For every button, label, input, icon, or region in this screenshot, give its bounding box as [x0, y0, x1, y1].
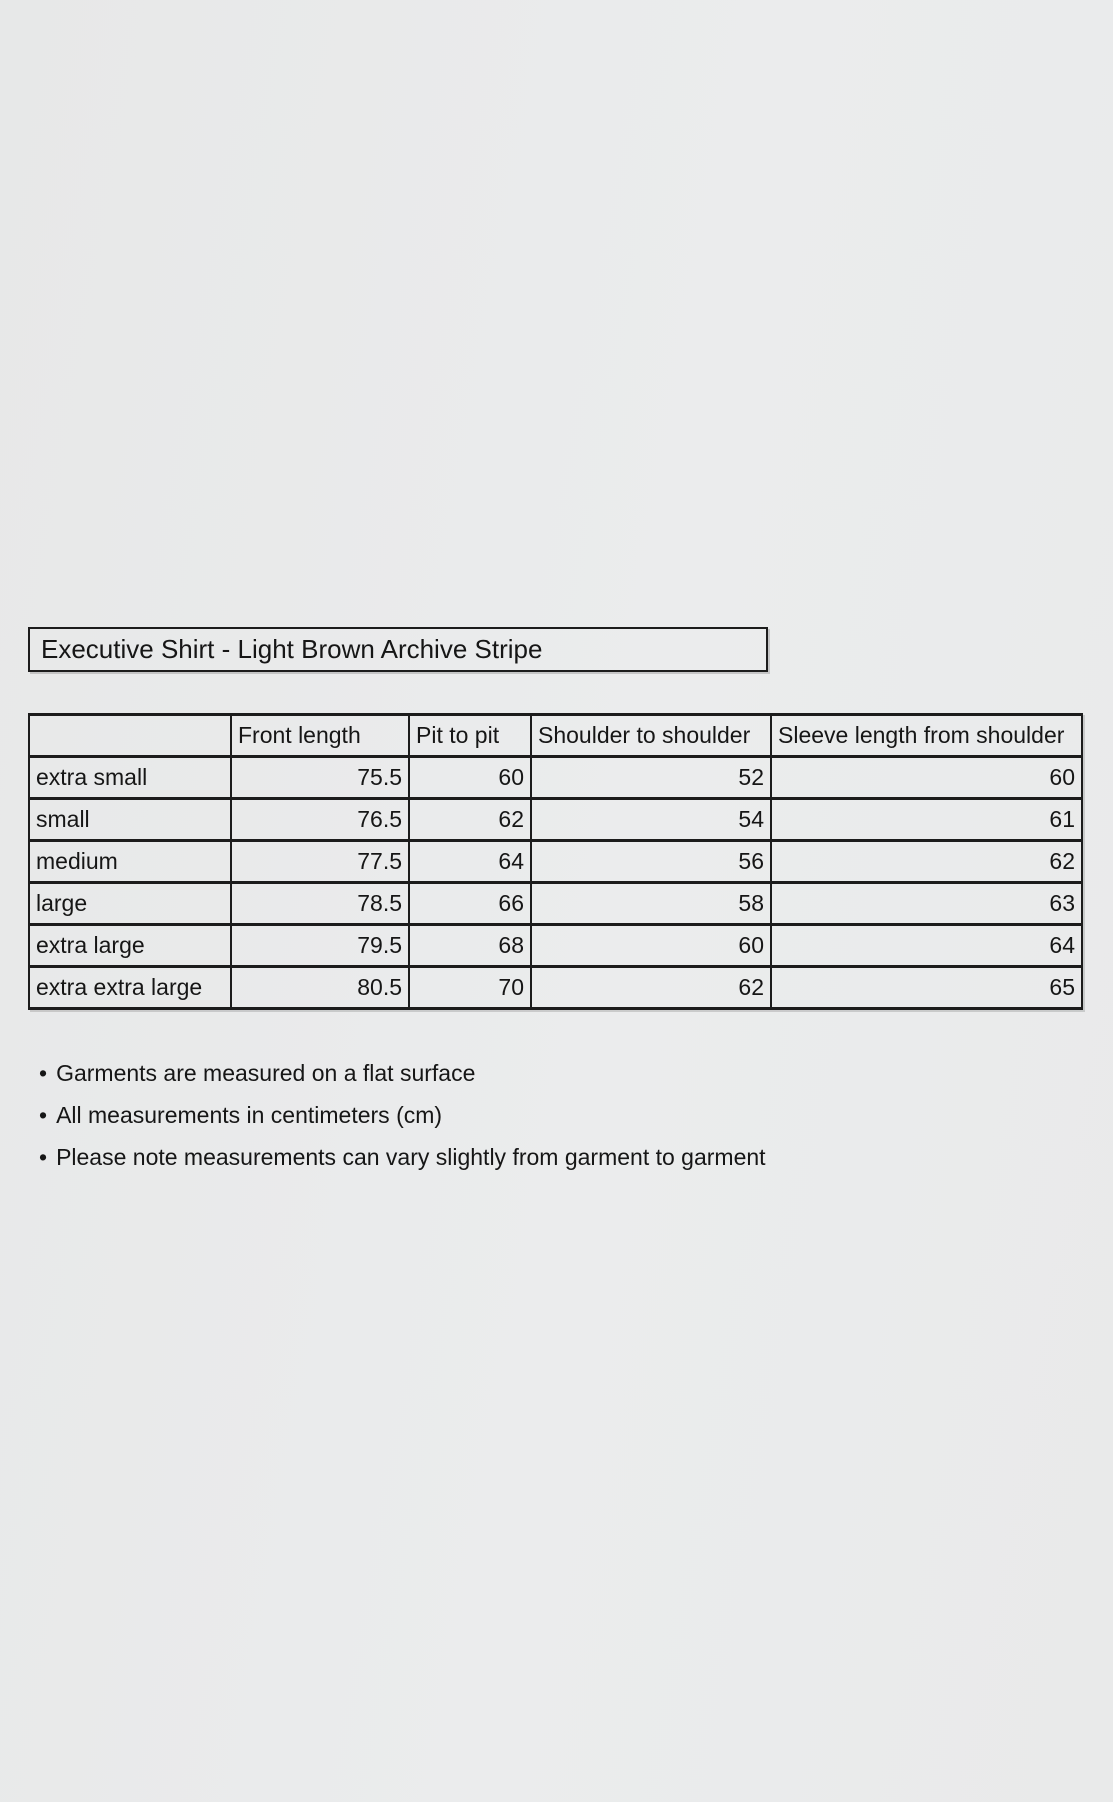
measurement-cell: 61: [771, 799, 1082, 841]
measurement-cell: 63: [771, 883, 1082, 925]
bullet-icon: •: [39, 1102, 48, 1128]
measurement-cell: 75.5: [231, 757, 409, 799]
note-text: Please note measurements can vary slightly from garment to garment: [56, 1144, 766, 1170]
measurement-cell: 62: [771, 841, 1082, 883]
note-item: [39, 1094, 766, 1136]
note-text: All measurements in centimeters (cm): [56, 1102, 443, 1128]
measurement-cell: 76.5: [231, 799, 409, 841]
bullet-icon: •: [39, 1060, 48, 1086]
measurement-cell: 78.5: [231, 883, 409, 925]
measurement-cell: 65: [771, 967, 1082, 1009]
size-label-cell: extra small: [29, 757, 231, 799]
size-label-cell: large: [29, 883, 231, 925]
table-row: [29, 799, 1082, 841]
note-item: [39, 1052, 766, 1094]
size-label-cell: extra large: [29, 925, 231, 967]
header-sleeve-length: Sleeve length from shoulder: [771, 715, 1082, 757]
size-table: [28, 713, 1083, 1010]
measurement-cell: 62: [531, 967, 771, 1009]
table-row: [29, 967, 1082, 1009]
measurement-cell: 54: [531, 799, 771, 841]
measurement-cell: 70: [409, 967, 531, 1009]
header-shoulder-to-shoulder: Shoulder to shoulder: [531, 715, 771, 757]
measurement-cell: 79.5: [231, 925, 409, 967]
measurement-cell: 56: [531, 841, 771, 883]
measurement-cell: 68: [409, 925, 531, 967]
measurement-cell: 62: [409, 799, 531, 841]
measurement-cell: 58: [531, 883, 771, 925]
measurement-cell: 64: [771, 925, 1082, 967]
table-header-row: [29, 715, 1082, 757]
measurement-cell: 80.5: [231, 967, 409, 1009]
measurement-cell: 60: [409, 757, 531, 799]
table-row: [29, 841, 1082, 883]
table-row: [29, 883, 1082, 925]
bullet-icon: •: [39, 1144, 48, 1170]
table-row: [29, 757, 1082, 799]
size-label-cell: medium: [29, 841, 231, 883]
measurement-cell: 77.5: [231, 841, 409, 883]
size-label-cell: extra extra large: [29, 967, 231, 1009]
table-row: [29, 925, 1082, 967]
header-front-length: Front length: [231, 715, 409, 757]
note-item: [39, 1136, 766, 1178]
measurement-cell: 64: [409, 841, 531, 883]
product-title-box: [28, 627, 768, 672]
measurement-cell: 60: [771, 757, 1082, 799]
measurement-cell: 66: [409, 883, 531, 925]
size-label-cell: small: [29, 799, 231, 841]
note-text: Garments are measured on a flat surface: [56, 1060, 476, 1086]
measurement-cell: 60: [531, 925, 771, 967]
notes-list: [39, 1052, 766, 1178]
measurement-cell: 52: [531, 757, 771, 799]
header-pit-to-pit: Pit to pit: [409, 715, 531, 757]
product-title: Executive Shirt - Light Brown Archive Stripe: [41, 634, 543, 664]
corner-cell: [29, 715, 231, 757]
